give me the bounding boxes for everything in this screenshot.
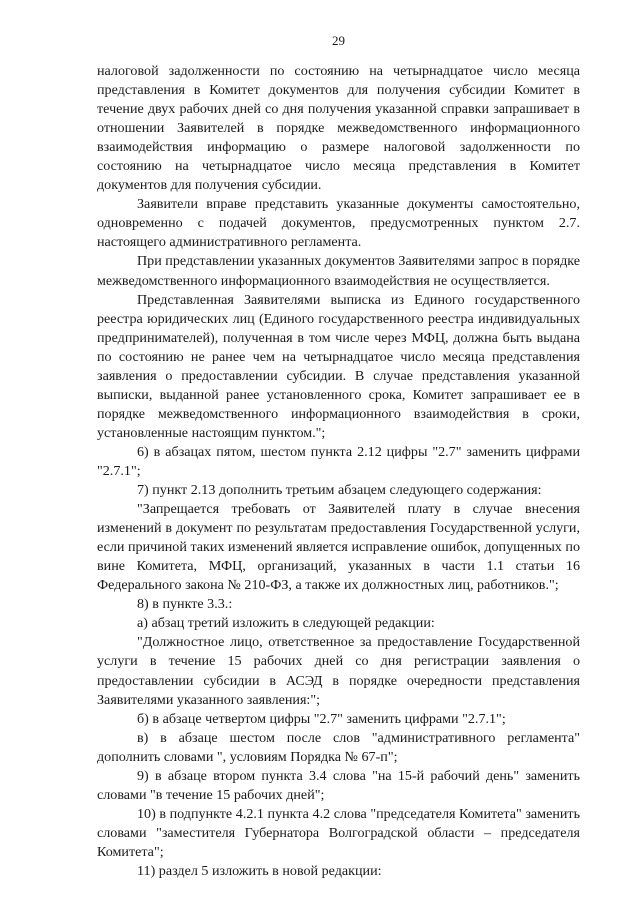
paragraph-fee-prohibition: "Запрещается требовать от Заявителей плату в случае внесения изменений в документ по результатам предоставления Государственной услуги, если причиной таких изменений является исправление ошибок, допущенных по вине Комитета, МФЦ, организаций, указанных в части 1.1 статьи 16 Федерального закона № 210-ФЗ, а также их должностных лиц, работников."; <box>97 501 580 594</box>
paragraph-responsible-official: "Должностное лицо, ответственное за предоставление Государственной услуги в течение 15 рабочих дней со дня регистрации заявления о предоставлении субсидии в АСЭД в порядке очередности представления Заявителями указанного заявления:"; <box>97 634 580 708</box>
paragraph-item-8v: в) в абзаце шестом после слов "административного регламента" дополнить словами ", условиям Порядка № 67-п"; <box>97 729 580 765</box>
paragraph-item-8b: б) в абзаце четвертом цифры "2.7" заменить цифрами "2.7.1"; <box>137 710 506 727</box>
paragraph-no-interagency-request: При представлении указанных документов Заявителями запрос в порядке межведомственного информационного взаимодействия не осуществляется. <box>97 253 580 289</box>
paragraph-item-8: 8) в пункте 3.3.: <box>137 596 233 613</box>
paragraph-item-8a: а) абзац третий изложить в следующей редакции: <box>137 615 435 632</box>
paragraph-item-11: 11) раздел 5 изложить в новой редакции: <box>137 862 382 879</box>
paragraph-tax-debt-request: налоговой задолженности по состоянию на четырнадцатое число месяца представления в Комитет документов для получения субсидии Комитет в течение двух рабочих дней со дня получения указанной справки запрашивает в отношении Заявителей в порядке межведомственного информационного взаимодействия информацию о размере налоговой задолженности по состоянию на четырнадцатое число месяца представления в Комитет документов для получения субсидии. <box>97 63 580 194</box>
paragraph-applicants-right: Заявители вправе представить указанные документы самостоятельно, одновременно с подачей документов, предусмотренных пунктом 2.7. настоящего административного регламента. <box>97 196 580 251</box>
paragraph-registry-extract: Представленная Заявителями выписка из Единого государственного реестра юридических лиц (Единого государственного реестра индивидуальных предпринимателей), полученная в том числе через МФЦ, должна быть выдана по состоянию не ранее чем на четырнадцатое число месяца представления заявления о предоставлении субсидии. В случае представления указанной выписки, выданной ранее установленного срока, Комитет запрашивает ее в порядке межведомственного информационного взаимодействия в сроки, установленные настоящим пунктом."; <box>97 291 580 441</box>
page-number: 29 <box>332 33 345 48</box>
paragraph-item-7: 7) пункт 2.13 дополнить третьим абзацем следующего содержания: <box>137 482 542 499</box>
paragraph-item-10: 10) в подпункте 4.2.1 пункта 4.2 слова "председателя Комитета" заменить словами "заместителя Губернатора Волгоградской области – председателя Комитета"; <box>97 805 580 860</box>
paragraph-item-9: 9) в абзаце втором пункта 3.4 слова "на 15-й рабочий день" заменить словами "в течение 15 рабочих дней"; <box>97 767 580 803</box>
paragraph-item-6: 6) в абзацах пятом, шестом пункта 2.12 цифры "2.7" заменить цифрами "2.7.1"; <box>97 443 580 479</box>
